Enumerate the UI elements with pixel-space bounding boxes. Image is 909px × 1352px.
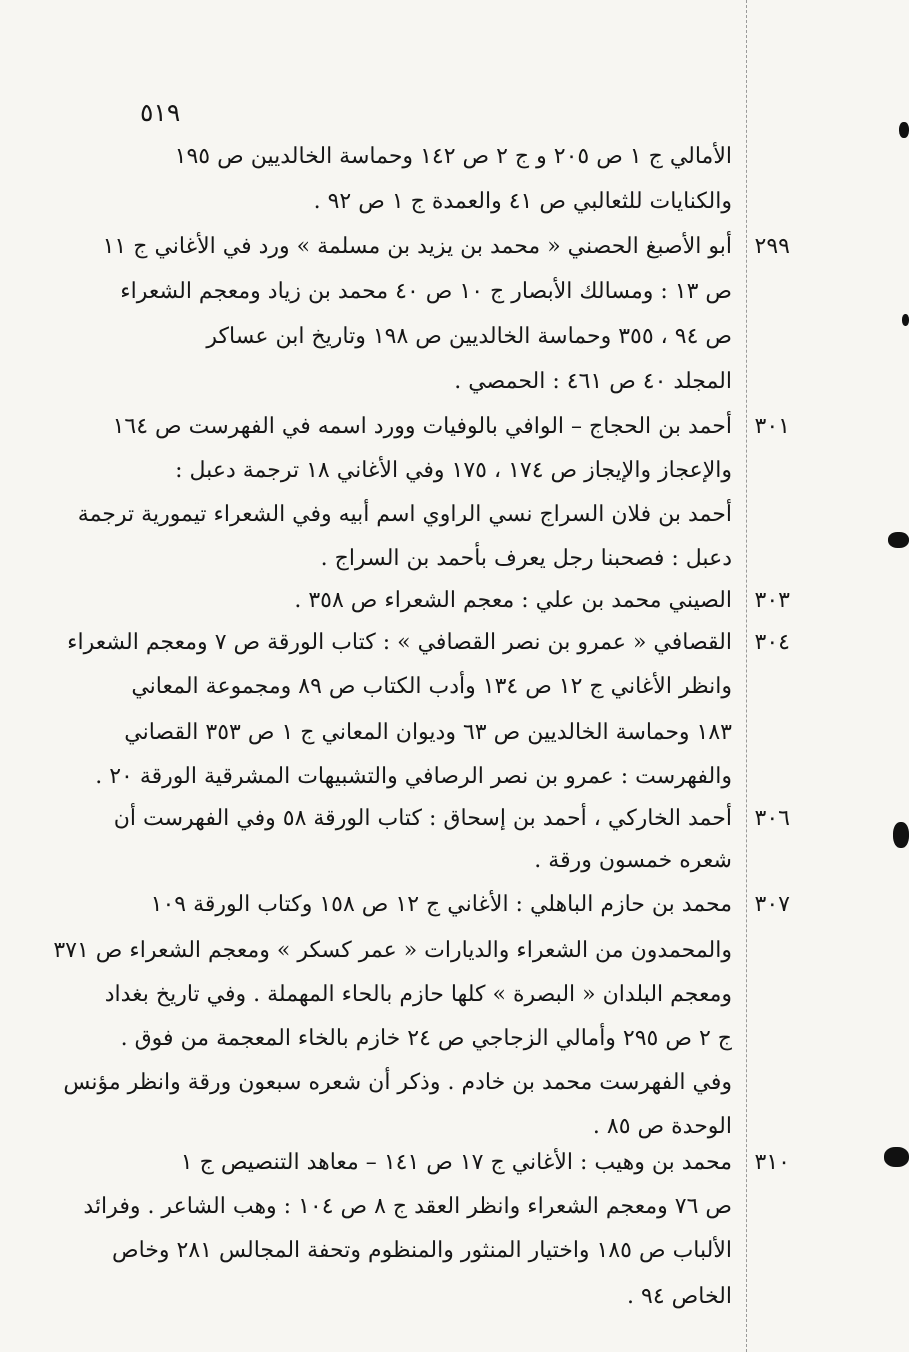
entry-text: دعبل : فصحبنا رجل يعرف بأحمد بن السراج . bbox=[320, 546, 732, 571]
entry-text: الوحدة ص ٨٥ . bbox=[592, 1114, 732, 1139]
text-line bbox=[42, 754, 790, 800]
entry-text: أحمد بن فلان السراج نسي الراوي اسم أبيه وفي الشعراء تيمورية ترجمة bbox=[77, 502, 732, 527]
text-line bbox=[100, 404, 790, 450]
entry-text: أبو الأصبغ الحصني « محمد بن يزيد بن مسلمة » ورد في الأغاني ج ١١ bbox=[102, 234, 732, 259]
margin-mark bbox=[893, 822, 909, 848]
entry-text: الأمالي ج ١ ص ٢٠٥ و ج ٢ ص ١٤٢ وحماسة الخالديين ص ١٩٥ bbox=[174, 144, 732, 169]
text-line bbox=[100, 578, 790, 624]
text-line bbox=[42, 179, 790, 225]
text-line bbox=[42, 314, 790, 360]
text-line bbox=[67, 620, 790, 666]
entry-text: ومعجم البلدان « البصرة » كلها حازم بالحاء المهملة . وفي تاريخ بغداد bbox=[104, 982, 732, 1007]
margin-mark bbox=[899, 122, 909, 138]
entry-text: ص ٧٦ ومعجم الشعراء وانظر العقد ج ٨ ص ١٠٤ : وهب الشاعر . وفرائد bbox=[83, 1194, 732, 1219]
text-line bbox=[42, 359, 790, 405]
entry-text: والمحمدون من الشعراء والديارات « عمر كسكر » ومعجم الشعراء ص ٣٧١ bbox=[53, 938, 732, 963]
text-line bbox=[42, 710, 790, 756]
margin-mark bbox=[884, 1147, 909, 1167]
entry-text: القصافي « عمرو بن نصر القصافي » : كتاب الورقة ص ٧ ومعجم الشعراء bbox=[67, 630, 732, 655]
text-line bbox=[42, 972, 790, 1018]
text-line bbox=[42, 928, 790, 974]
page-number: ٥١٩ bbox=[140, 98, 181, 127]
entry-text: ص ١٣ : ومسالك الأبصار ج ١٠ ص ٤٠ محمد بن زياد ومعجم الشعراء bbox=[120, 279, 732, 304]
entry-text: ص ٩٤ ، ٣٥٥ وحماسة الخالديين ص ١٩٨ وتاريخ ابن عساكر bbox=[206, 324, 732, 349]
entry-number: ٣٠٦ bbox=[754, 806, 790, 831]
entry-text: الصيني محمد بن علي : معجم الشعراء ص ٣٥٨ . bbox=[294, 588, 732, 613]
text-line bbox=[42, 838, 790, 884]
entry-text: شعره خمسون ورقة . bbox=[534, 848, 732, 873]
entry-text: ١٨٣ وحماسة الخالديين ص ٦٣ وديوان المعاني ج ١ ص ٣٥٣ القصاني bbox=[124, 720, 732, 745]
text-line bbox=[100, 1140, 790, 1186]
entry-text: المجلد ٤٠ ص ٤٦١ : الحمصي . bbox=[454, 369, 732, 394]
entry-number: ٣٠٤ bbox=[754, 630, 790, 655]
text-line bbox=[42, 1184, 790, 1230]
text-line bbox=[42, 1228, 790, 1274]
text-line bbox=[42, 269, 790, 315]
entry-text: والفهرست : عمرو بن نصر الرصافي والتشبيهات المشرقية الورقة ٢٠ . bbox=[95, 764, 732, 789]
entry-text: والكنايات للثعالبي ص ٤١ والعمدة ج ١ ص ٩٢ . bbox=[313, 189, 732, 214]
text-line bbox=[42, 448, 790, 494]
entry-number: ٣١٠ bbox=[754, 1150, 790, 1175]
entry-number: ٣٠٧ bbox=[754, 892, 790, 917]
entry-text: الخاص ٩٤ . bbox=[627, 1284, 732, 1309]
text-line bbox=[42, 536, 790, 582]
entry-text: والإعجاز والإيجاز ص ١٧٤ ، ١٧٥ وفي الأغاني ١٨ ترجمة دعبل : bbox=[175, 458, 732, 483]
entry-text: محمد بن حازم الباهلي : الأغاني ج ١٢ ص ١٥٨ وكتاب الورقة ١٠٩ bbox=[150, 892, 732, 917]
entry-text: الألباب ص ١٨٥ واختيار المنثور والمنظوم وتحفة المجالس ٢٨١ وخاص bbox=[111, 1238, 732, 1263]
margin-mark bbox=[888, 532, 909, 548]
margin-mark bbox=[902, 314, 909, 326]
entry-text: ج ٢ ص ٢٩٥ وأمالي الزجاجي ص ٢٤ خازم بالخاء المعجمة من فوق . bbox=[120, 1026, 732, 1051]
entry-text: محمد بن وهيب : الأغاني ج ١٧ ص ١٤١ – معاهد التنصيص ج ١ bbox=[180, 1150, 732, 1175]
entry-number: ٢٩٩ bbox=[754, 234, 790, 259]
text-line bbox=[42, 1060, 790, 1106]
entry-number: ٣٠١ bbox=[754, 414, 790, 439]
entry-text: وانظر الأغاني ج ١٢ ص ١٣٤ وأدب الكتاب ص ٨٩ ومجموعة المعاني bbox=[131, 674, 732, 699]
text-line bbox=[42, 1016, 790, 1062]
text-line bbox=[100, 882, 790, 928]
entry-text: وفي الفهرست محمد بن خادم . وذكر أن شعره سبعون ورقة وانظر مؤنس bbox=[63, 1070, 732, 1095]
text-line bbox=[42, 134, 790, 180]
text-line bbox=[42, 1274, 790, 1320]
text-line bbox=[100, 224, 790, 270]
text-line bbox=[100, 796, 790, 842]
entry-number: ٣٠٣ bbox=[754, 588, 790, 613]
entry-text: أحمد الخاركي ، أحمد بن إسحاق : كتاب الورقة ٥٨ وفي الفهرست أن bbox=[113, 806, 732, 831]
entry-text: أحمد بن الحجاج – الوافي بالوفيات وورد اسمه في الفهرست ص ١٦٤ bbox=[112, 414, 732, 439]
text-line bbox=[42, 664, 790, 710]
text-line bbox=[42, 492, 790, 538]
